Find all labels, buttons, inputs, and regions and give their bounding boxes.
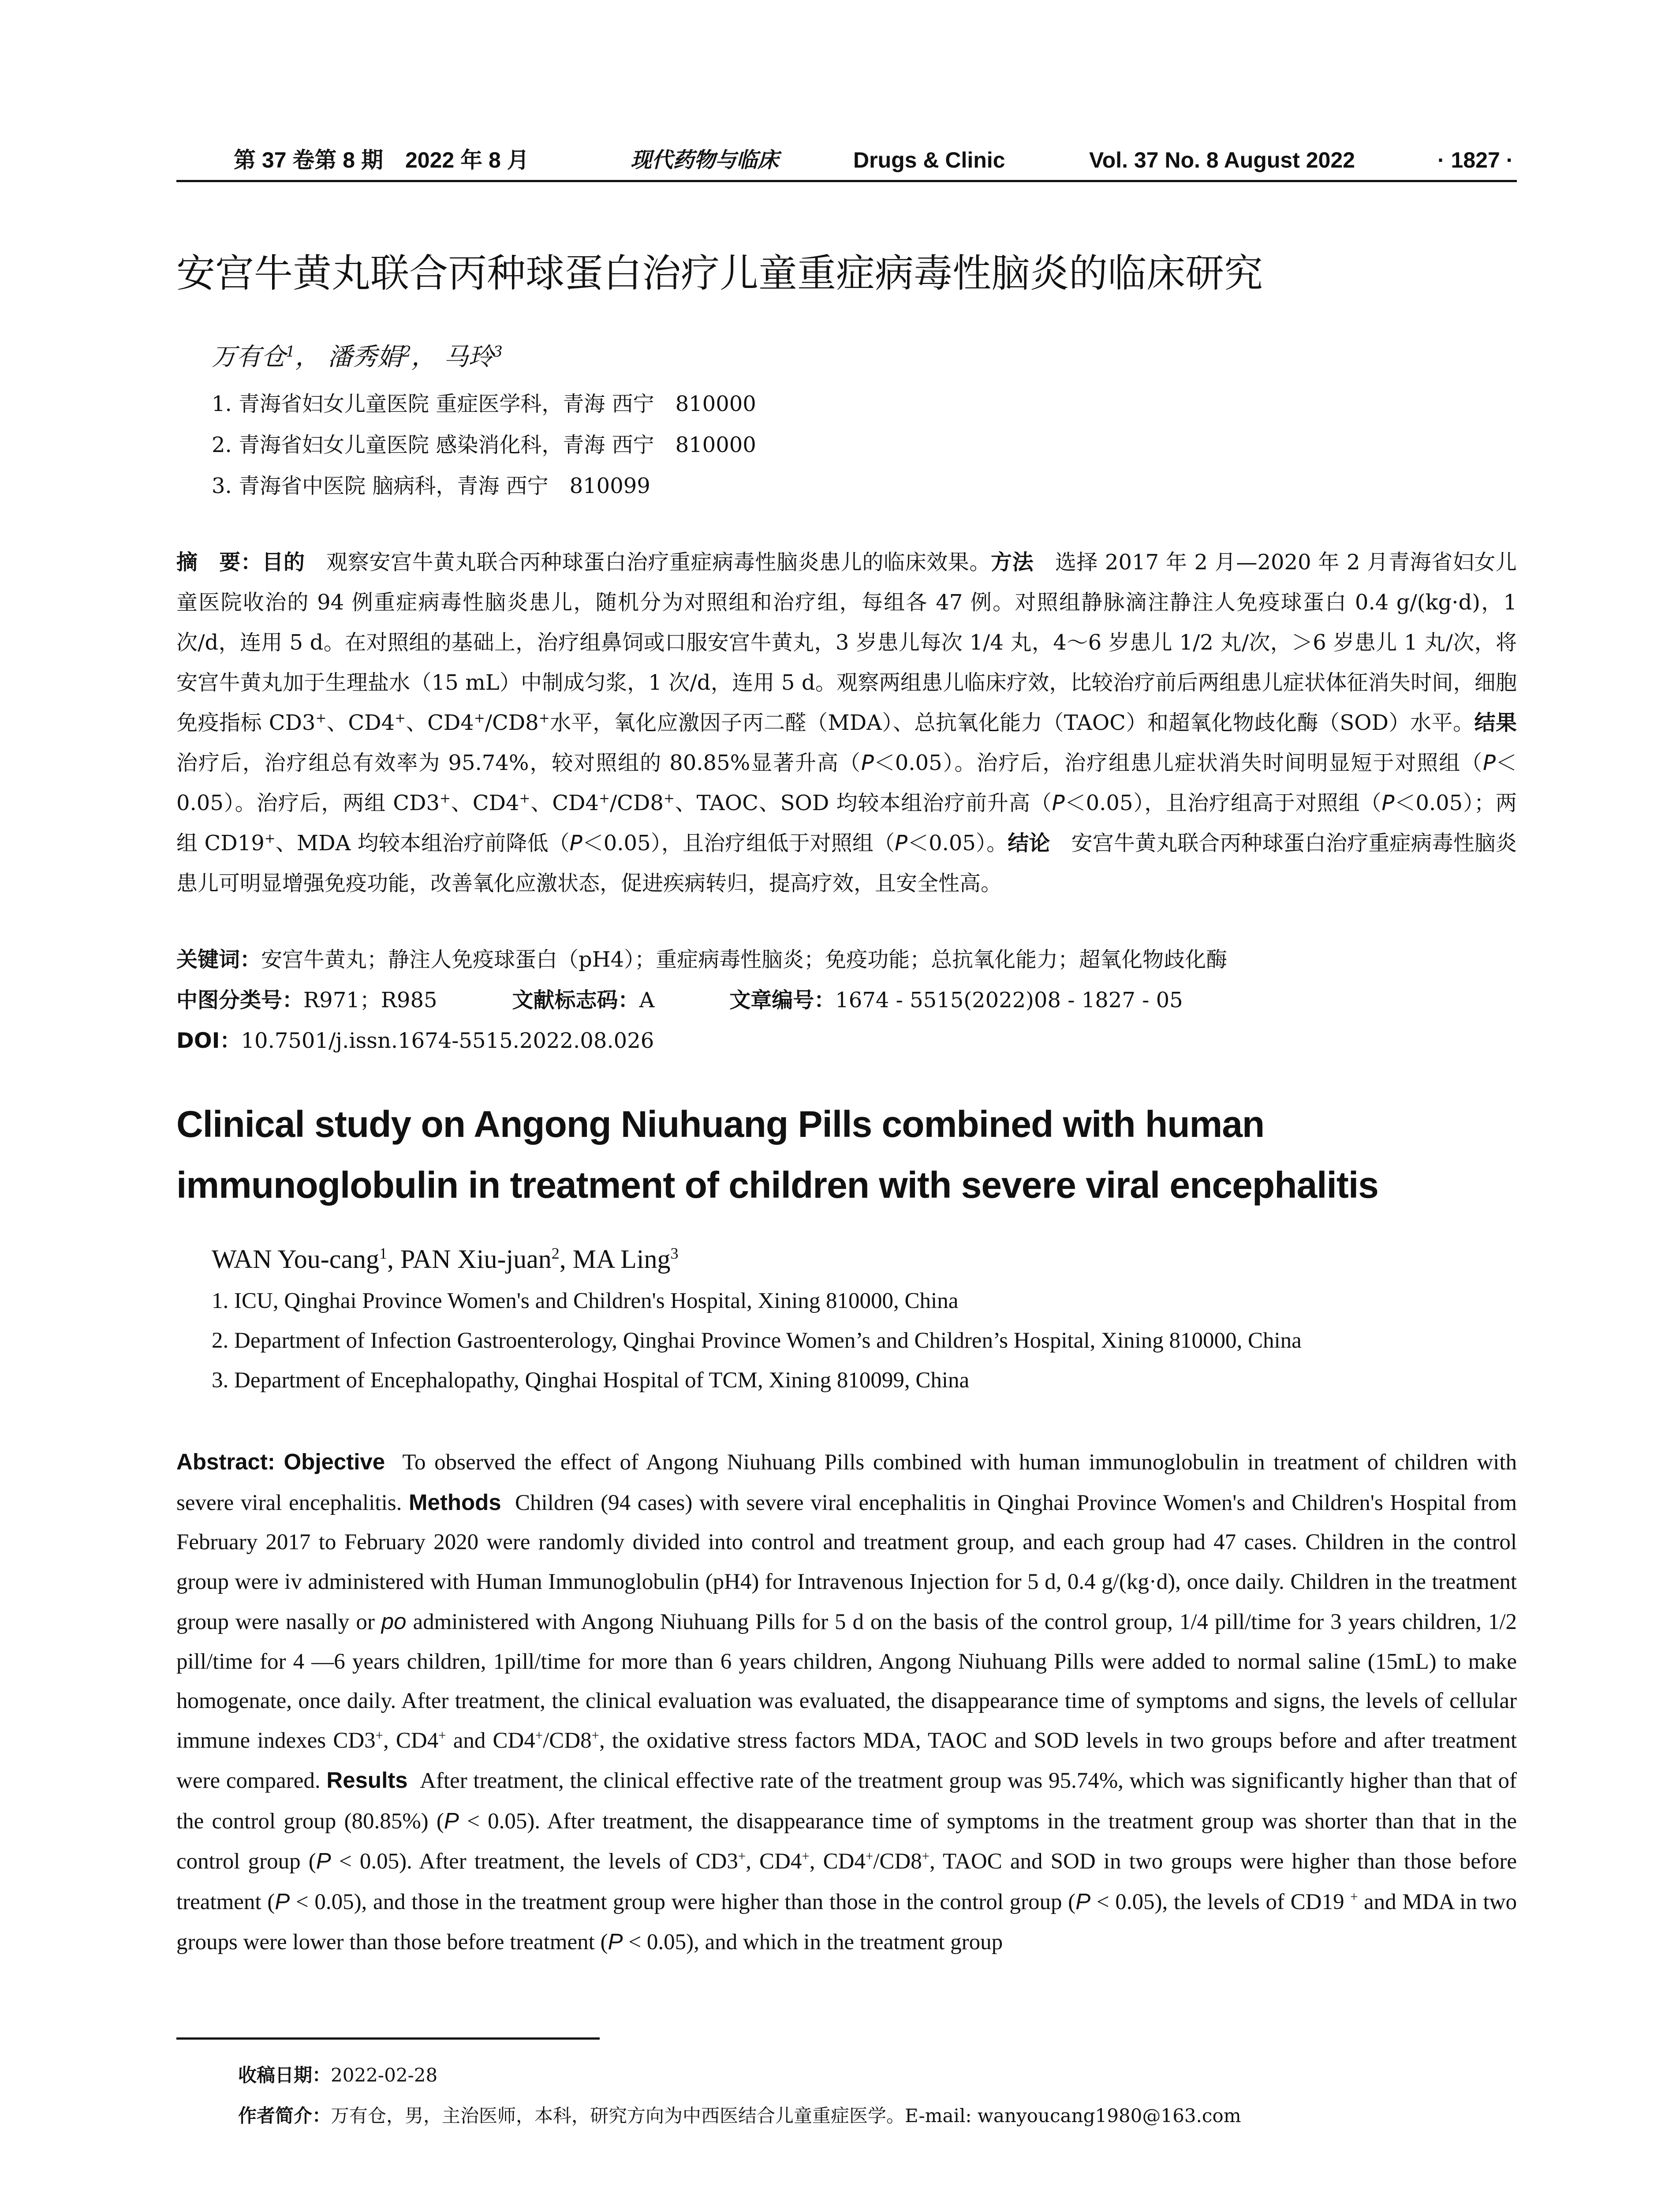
results-text: , TAOC and SOD in two groups were higher than those before treatment (: [176, 1849, 1517, 1914]
p-value-symbol: P: [275, 1888, 290, 1914]
running-header: [176, 140, 1517, 182]
author-affiliation-mark: 2: [551, 1245, 560, 1262]
methods-text: and CD4: [446, 1728, 535, 1753]
abstract-label: 摘 要：: [176, 550, 262, 575]
p-value-symbol: P: [569, 831, 582, 856]
chinese-affiliations: [212, 384, 1517, 507]
results-text: ＜0.05）。治疗后，治疗组患儿症状消失时间明显短于对照组（: [874, 751, 1483, 775]
author-name: 万有仓: [212, 343, 286, 371]
superscript-plus: +: [738, 1849, 746, 1864]
author-name: 潘秀娟: [328, 343, 402, 371]
chinese-title: 安宫牛黄丸联合丙种球蛋白治疗儿童重症病毒性脑炎的临床研究: [176, 250, 1263, 296]
english-authors: WAN You-cang$^1$, PAN Xiu-juan$^2$, MA Ling$^3$: [212, 1245, 679, 1274]
affiliation-line: 3. 青海省中医院 脑病科，青海 西宁 810099: [212, 474, 650, 498]
article-number-value: 1674 - 5515(2022)08 - 1827 - 05: [835, 988, 1183, 1013]
document-code-label: 文献标志码：: [512, 988, 639, 1013]
chinese-abstract: [176, 542, 1517, 904]
author-affiliation-mark: 1: [379, 1245, 387, 1262]
author-name: 马玲: [444, 343, 493, 371]
superscript-plus: +: [519, 791, 530, 806]
author-affiliation-mark: 3: [493, 343, 503, 360]
methods-text: , the oxidative stress factors MDA, TAOC and SOD levels in two groups before and after treatment were compared.: [176, 1728, 1517, 1793]
received-date-note: [238, 2055, 1517, 2096]
superscript-plus: +: [922, 1849, 930, 1864]
clc-value: R971；R985: [303, 988, 437, 1013]
author-bio-text: 万有仓，男，主治医师，本科，研究方向为中西医结合儿童重症医学。E-mail: wanyoucang1980@163.com: [331, 2105, 1241, 2127]
superscript-plus: +: [591, 1727, 599, 1743]
p-value-symbol: P: [444, 1808, 459, 1833]
journal-name-cn: 现代药物与临床: [631, 148, 779, 172]
results-text: and MDA in two groups were lower than those before treatment (: [176, 1889, 1517, 1955]
superscript-plus: +: [802, 1849, 810, 1864]
methods-text: 选择 2017 年 2 月—2020 年 2 月青海省妇女儿童医院收治的 94 例重症病毒性脑炎患儿，随机分为对照组和治疗组，每组各 47 例。对照组静脉滴注静注人免疫球蛋白 0.4 g/(kg·d)，1 次/d，连用 5 d。在对照组的基础上，治疗组鼻饲或口服安宫牛黄丸，3 岁患儿每次 1/4 丸，4～6 岁患儿 1/2 丸/次，＞6 岁患儿 1 丸/次，将安宫牛黄丸加于生理盐水（15 mL）中制成匀浆，1 次/d，连用 5 d。观察两组患儿临床疗效，比较治疗前后两组患儿症状体征消失时间，细胞免疫指标 CD3: [176, 550, 1517, 735]
page-number: · 1827 ·: [1437, 148, 1514, 172]
p-value-symbol: P: [608, 1929, 623, 1954]
conclusion-label: 结论: [1008, 831, 1050, 856]
objective-text: 观察安宫牛黄丸联合丙种球蛋白治疗重症病毒性脑炎患儿的临床效果。: [326, 550, 991, 575]
methods-text: , CD4: [383, 1728, 439, 1753]
results-text: 、CD4: [530, 791, 599, 815]
volume-info-en: Vol. 37 No. 8 August 2022: [1089, 148, 1355, 172]
author-name: MA Ling: [572, 1245, 671, 1274]
superscript-plus: +: [315, 710, 327, 726]
results-text: ＜0.05）。治疗后，两组 CD3: [176, 751, 1517, 815]
results-text: < 0.05), the levels of CD19: [1090, 1889, 1344, 1914]
author-name: PAN Xiu-juan: [400, 1245, 552, 1274]
p-value-symbol: P: [316, 1848, 331, 1873]
results-text: ＜0.05），且治疗组低于对照组（: [582, 831, 895, 856]
objective-text: To observed the effect of Angong Niuhuang Pills combined with human immunoglobulin in treatment of children with severe viral encephalitis.: [176, 1450, 1517, 1515]
objective-label: Objective: [284, 1449, 385, 1474]
superscript-plus: +: [663, 791, 675, 806]
keywords-line: [176, 939, 1517, 980]
results-text: /CD8: [609, 791, 664, 815]
author-affiliation-mark: 1: [286, 343, 295, 360]
abstract-label: Abstract:: [176, 1449, 275, 1474]
results-text: < 0.05). After treatment, the levels of CD3: [331, 1849, 738, 1874]
affiliation-line: 2. Department of Infection Gastroenterology, Qinghai Province Women’s and Children’s Hospital, Xining 810000, China: [212, 1328, 1302, 1353]
superscript-plus: +: [865, 1849, 874, 1864]
methods-text: 、CD4: [326, 710, 395, 735]
superscript-plus: +: [538, 710, 550, 726]
affiliation-line: 2. 青海省妇女儿童医院 感染消化科，青海 西宁 810000: [212, 433, 756, 457]
chinese-authors: 万有仓$^1$， 潘秀娟$^2$， 马玲$^3$: [212, 343, 503, 371]
methods-text: administered with Angong Niuhuang Pills for 5 d on the basis of the control group, 1/4 pill/time for 3 years children, 1/2 pill/time for 4 —6 years children, 1pill/time for more than 6 years children, Angong Niuhuang Pills were added to normal saline (15mL) to make homogenate, once daily. After treatment, the clinical evaluation was evaluated, the disappearance time of symptoms and signs, the levels of cellular immune indexes CD3: [176, 1610, 1517, 1753]
p-value-symbol: P: [1052, 791, 1065, 815]
superscript-plus: +: [375, 1727, 383, 1743]
superscript-plus: +: [438, 1727, 446, 1743]
author-bio-note: [238, 2096, 1517, 2136]
affiliation-line: 1. ICU, Qinghai Province Women's and Children's Hospital, Xining 810000, China: [212, 1289, 959, 1313]
results-text: 、TAOC、SOD 均较本组治疗前升高（: [674, 791, 1052, 815]
results-text: After treatment, the clinical effective rate of the treatment group was 95.74%, which was significantly higher than that of the control group (80.85%) (: [176, 1768, 1517, 1834]
results-text: < 0.05). After treatment, the disappearance time of symptoms in the treatment group was shorter than that in the control group (: [176, 1809, 1517, 1874]
english-title: Clinical study on Angong Niuhuang Pills combined with human immunoglobulin in treatment of children with severe viral encephalitis: [176, 1103, 1378, 1206]
po-abbreviation: po: [381, 1609, 407, 1634]
chinese-metadata: [176, 939, 1517, 1061]
received-label: 收稿日期：: [238, 2064, 331, 2086]
methods-label: 方法: [991, 550, 1034, 575]
results-text: 、MDA 均较本组治疗前降低（: [275, 831, 570, 856]
document-code-value: A: [639, 988, 655, 1013]
objective-label: 目的: [262, 550, 305, 575]
author-affiliation-mark: 2: [402, 343, 411, 360]
article-number-label: 文章编号：: [729, 988, 836, 1013]
p-value-symbol: P: [1483, 751, 1496, 775]
footnote-divider: [176, 2037, 600, 2040]
author-bio-label: 作者简介：: [238, 2105, 331, 2127]
journal-name-en: Drugs & Clinic: [853, 148, 1005, 172]
p-value-symbol: P: [1381, 791, 1395, 815]
results-text: ＜0.05）。: [907, 831, 1008, 856]
results-text: /CD8: [873, 1849, 922, 1874]
received-date: 2022-02-28: [331, 2064, 438, 2086]
author-affiliation-mark: 3: [670, 1245, 679, 1262]
doi-line: [176, 1020, 1517, 1061]
results-text: , CD4: [746, 1849, 802, 1874]
results-text: , CD4: [809, 1849, 866, 1874]
conclusion-text: 安宫牛黄丸联合丙种球蛋白治疗重症病毒性脑炎患儿可明显增强免疫功能，改善氧化应激状态，促进疾病转归，提高疗效，且安全性高。: [176, 831, 1517, 896]
methods-label: Methods: [409, 1489, 501, 1515]
results-text: < 0.05), and which in the treatment group: [623, 1930, 1003, 1955]
results-text: ＜0.05），且治疗组高于对照组（: [1064, 791, 1382, 815]
superscript-plus: +: [395, 710, 406, 726]
affiliation-line: 3. Department of Encephalopathy, Qinghai Hospital of TCM, Xining 810099, China: [212, 1368, 970, 1393]
doi-label: DOI：: [176, 1028, 241, 1053]
p-value-symbol: P: [861, 751, 874, 775]
methods-text: /CD8: [543, 1728, 592, 1753]
english-abstract: [176, 1442, 1517, 1962]
superscript-plus: +: [440, 791, 451, 806]
superscript-plus: +: [599, 791, 610, 806]
doi-value: 10.7501/j.issn.1674-5515.2022.08.026: [241, 1028, 654, 1053]
footnotes: [238, 2055, 1517, 2136]
methods-text: 水平，氧化应激因子丙二醛（MDA）、总抗氧化能力（TAOC）和超氧化物歧化酶（SOD）水平。: [549, 710, 1475, 735]
results-label: Results: [326, 1768, 408, 1793]
results-text: ＜0.05）；两组 CD19: [176, 791, 1517, 856]
results-text: < 0.05), and those in the treatment group were higher than those in the control group (: [290, 1889, 1076, 1914]
superscript-plus: +: [264, 831, 276, 846]
affiliation-line: 1. 青海省妇女儿童医院 重症医学科，青海 西宁 810000: [212, 392, 756, 416]
methods-text: /CD8: [485, 710, 539, 735]
author-name: WAN You-cang: [212, 1245, 379, 1274]
p-value-symbol: P: [1075, 1888, 1091, 1914]
english-affiliations: [212, 1281, 1517, 1400]
results-text: 、CD4: [450, 791, 519, 815]
clc-label: 中图分类号：: [176, 988, 304, 1013]
methods-text: Children (94 cases) with severe viral encephalitis in Qinghai Province Women's and Children's Hospital from February 2017 to February 2020 were randomly divided into control and treatment group, and each group had 47 cases. Children in the control group were iv administered with Human Immunoglobulin (pH4) for Intravenous Injection for 5 d, 0.4 g/(kg·d), once daily. Children in the treatment group were nasally or: [176, 1490, 1517, 1634]
p-value-symbol: P: [895, 831, 908, 856]
methods-text: 、CD4: [406, 710, 474, 735]
keywords-label: 关键词：: [176, 947, 261, 972]
issue-info: 第 37 卷第 8 期 2022 年 8 月: [234, 148, 529, 172]
superscript-plus: +: [535, 1727, 543, 1743]
superscript-plus: +: [474, 710, 485, 726]
keywords-text: 安宫牛黄丸；静注人免疫球蛋白（pH4）；重症病毒性脑炎；免疫功能；总抗氧化能力；超氧化物歧化酶: [261, 947, 1228, 972]
classification-line: [176, 980, 1517, 1020]
results-text: 治疗后，治疗组总有效率为 95.74%，较对照组的 80.85%显著升高（: [176, 751, 861, 775]
results-label: 结果: [1474, 710, 1517, 735]
superscript-plus: +: [1350, 1889, 1358, 1904]
